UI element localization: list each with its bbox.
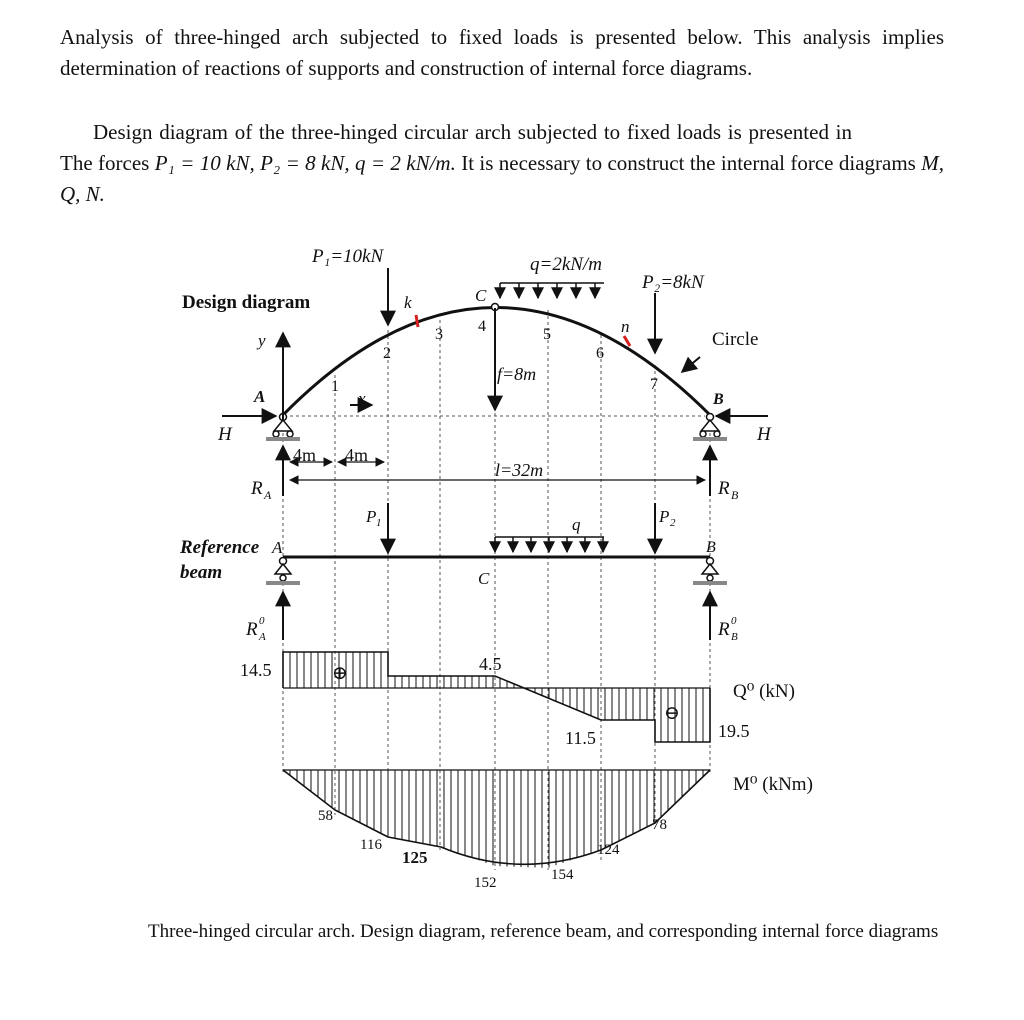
m-value-116: 116: [360, 837, 382, 853]
guide-lines: [283, 305, 710, 870]
diagram-list: M, Q, N.: [60, 151, 944, 206]
section-2: 2: [383, 345, 391, 362]
y-label: y: [258, 331, 266, 350]
figure-caption: Three-hinged circular arch. Design diagram, reference beam, and corresponding internal force diagrams: [148, 921, 939, 942]
b-label: B: [713, 391, 724, 408]
hinge-mark-k: [416, 315, 418, 327]
p1-load-label: P₁=10kN: [312, 246, 384, 267]
para2-text-c: It is necessary to construct the internal force diagrams: [461, 151, 916, 175]
m-value-58: 58: [318, 808, 333, 824]
para2-text-b: The forces: [60, 151, 150, 175]
m0-diagram: [283, 770, 710, 868]
para2-text-a: Design diagram of the three-hinged circular arch subjected to fixed loads is presented in: [93, 120, 852, 144]
q-load-label: q=2kN/m: [530, 254, 602, 275]
a-label: A: [254, 387, 266, 406]
ref-c-label: C: [478, 569, 490, 588]
p1-expression: P₁ = 10 kN,: [154, 151, 255, 175]
ref-p1-sub: 1: [376, 517, 382, 529]
m-value-124: 124: [597, 842, 620, 858]
x-label: x: [358, 389, 366, 408]
rise-label: f=8m: [497, 364, 537, 384]
r0a-label: R: [246, 619, 258, 640]
ref-support-a: [266, 558, 300, 586]
k-label: k: [404, 293, 412, 312]
ref-q-label: q: [572, 515, 581, 534]
c-label: C: [475, 286, 487, 305]
arch-curve: [283, 308, 710, 416]
section-5: 5: [543, 326, 551, 343]
m-value-125: 125: [402, 848, 428, 867]
q-value-4-5: 4.5: [479, 654, 502, 674]
dim-4m-b-label: 4m: [345, 445, 369, 465]
section-6: 6: [596, 345, 604, 362]
ref-p1-label: P: [366, 507, 377, 526]
r0a-sup: 0: [259, 615, 265, 627]
m-value-78: 78: [652, 817, 667, 833]
r0b-sup: 0: [731, 615, 737, 627]
section-3: 3: [435, 326, 443, 343]
p2-load-label: P₂=8kN: [642, 272, 704, 293]
ref-b-label: B: [706, 539, 716, 556]
circle-label: Circle: [712, 329, 759, 350]
ref-p2-label: P: [659, 507, 670, 526]
h-label-left: H: [218, 424, 232, 445]
distributed-load-arch: [500, 283, 604, 298]
rb-label: R: [718, 478, 730, 499]
q-plus-sign: ⊕: [332, 663, 348, 684]
design-diagram-label: Design diagram: [182, 292, 311, 313]
ref-a-label: A: [272, 538, 283, 557]
ref-distributed-load: [495, 537, 604, 552]
ref-p2-sub: 2: [670, 517, 676, 529]
q-value-19-5: 19.5: [718, 721, 750, 741]
beam-label: beam: [180, 562, 223, 583]
ref-support-b: [693, 558, 727, 586]
intro-paragraph: Analysis of three-hinged arch subjected to fixed loads is presented below. This analysis implies determination of reactions of supports and construction of internal force diagrams.: [60, 25, 944, 80]
span-label: l=32m: [495, 460, 544, 480]
section-1: 1: [331, 378, 339, 395]
section-4: 4: [478, 318, 486, 335]
q-minus-sign: ⊖: [664, 703, 680, 724]
q0-title: Q⁰ (kN): [733, 681, 795, 702]
section-7: 7: [650, 376, 658, 393]
ra-label: R: [251, 478, 263, 499]
hinge-mark-n: [624, 336, 630, 346]
r0b-label: R: [718, 619, 730, 640]
rb-sub: B: [731, 488, 739, 502]
m-value-154: 154: [551, 867, 574, 883]
h-label-right: H: [757, 424, 771, 445]
support-b: [693, 414, 727, 442]
r0b-sub: B: [731, 631, 738, 643]
q-value-14-5: 14.5: [240, 660, 272, 680]
reference-label: Reference: [180, 537, 260, 558]
m-value-152: 152: [474, 875, 497, 891]
q-expression: q = 2 kN/m.: [354, 151, 456, 175]
dim-4m-a-label: 4m: [293, 445, 317, 465]
ra-sub: A: [264, 488, 272, 502]
n-label: n: [621, 317, 630, 336]
m0-title: M⁰ (kNm): [733, 774, 813, 795]
q-value-11-5: 11.5: [565, 728, 596, 748]
p2-expression: P₂ = 8 kN,: [260, 151, 350, 175]
r0a-sub: A: [259, 631, 266, 643]
circle-leader: [682, 357, 700, 372]
